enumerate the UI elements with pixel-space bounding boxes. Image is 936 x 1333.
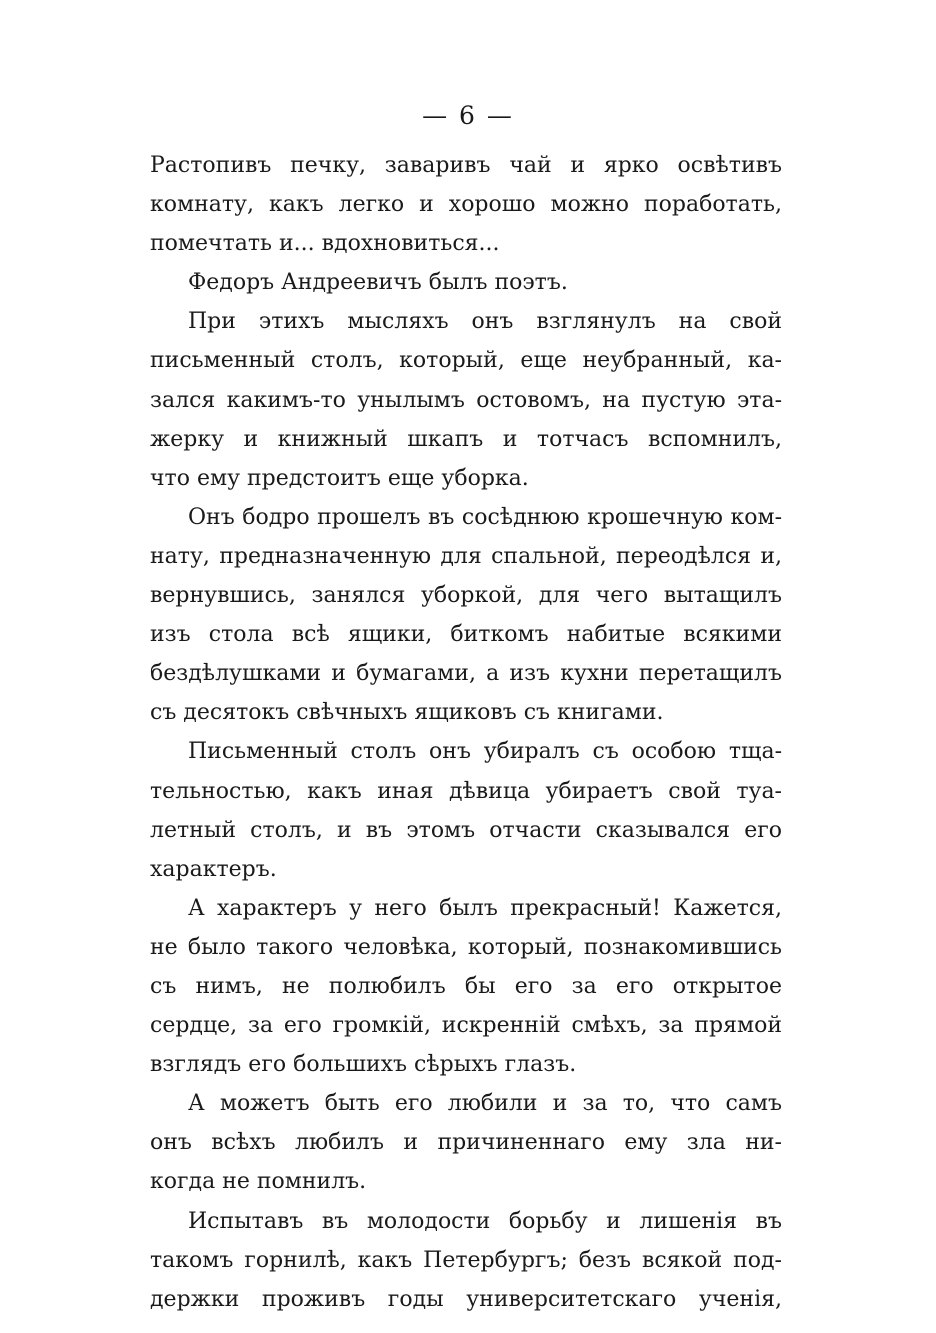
paragraph xyxy=(150,1202,782,1319)
text-line: вернувшись, занялся уборкой, для чего вытащилъ xyxy=(150,583,782,609)
text-line: тельностью, какъ иная дѣвица убираетъ свой туа- xyxy=(150,778,782,804)
text-line: съ десятокъ свѣчныхъ ящиковъ съ книгами. xyxy=(150,700,664,726)
text-line: Онъ бодро прошелъ въ сосѣднюю крошечную ком- xyxy=(188,504,782,530)
text-line: Письменный столъ онъ убиралъ съ особою тща- xyxy=(188,739,782,765)
paragraph xyxy=(150,302,782,497)
text-line: Растопивъ печку, заваривъ чай и ярко освѣтивъ xyxy=(150,153,782,178)
paragraph xyxy=(150,263,782,302)
paragraph xyxy=(150,498,782,733)
text-line: письменный столъ, который, еще неубранный, ка- xyxy=(150,348,782,374)
text-line: зался какимъ-то унылымъ остовомъ, на пустую эта- xyxy=(150,387,782,413)
text-line: изъ стола всѣ ящики, биткомъ набитые всякими xyxy=(150,622,782,648)
text-line: А можетъ быть его любили и за то, что самъ xyxy=(188,1091,782,1117)
text-line: что ему предстоитъ еще уборка. xyxy=(150,465,529,491)
paragraph xyxy=(150,1084,782,1201)
text-line: При этихъ мысляхъ онъ взглянулъ на свой xyxy=(188,309,782,335)
text-line: сердце, за его громкій, искренній смѣхъ, за прямой xyxy=(150,1013,782,1039)
text-line: держки проживъ годы университетскаго ученія, xyxy=(150,1286,782,1312)
text-line: съ нимъ, не полюбилъ бы его за его открытое xyxy=(150,973,782,999)
text-line: Испытавъ въ молодости борьбу и лишенія въ xyxy=(188,1208,782,1234)
body-text xyxy=(150,146,782,1319)
text-line: нату, предназначенную для спальной, переодѣлся и, xyxy=(150,543,782,569)
paragraph xyxy=(150,732,782,888)
text-line: бездѣлушками и бумагами, а изъ кухни перетащилъ xyxy=(150,661,782,687)
text-line: помечтать и... вдохновиться... xyxy=(150,231,500,257)
text-line: жерку и книжный шкапъ и тотчасъ вспомнилъ, xyxy=(150,426,782,452)
page-number: — 6 — xyxy=(422,101,514,130)
text-line: такомъ горнилѣ, какъ Петербургъ; безъ всякой под- xyxy=(150,1247,782,1273)
text-line: не было такого человѣка, который, познакомившись xyxy=(150,934,782,960)
text-line: комнату, какъ легко и хорошо можно поработать, xyxy=(150,192,782,218)
text-line: А характеръ у него былъ прекрасный! Кажется, xyxy=(188,895,782,921)
text-line: летный столъ, и въ этомъ отчасти сказывался его xyxy=(150,817,782,843)
paragraph xyxy=(150,146,782,263)
text-line: взглядъ его большихъ сѣрыхъ глазъ. xyxy=(150,1052,577,1078)
paragraph xyxy=(150,889,782,1084)
text-line: онъ всѣхъ любилъ и причиненнаго ему зла ни- xyxy=(150,1130,782,1156)
text-line: Федоръ Андреевичъ былъ поэтъ. xyxy=(188,270,568,296)
text-line: когда не помнилъ. xyxy=(150,1169,367,1195)
text-line: характеръ. xyxy=(150,856,277,882)
